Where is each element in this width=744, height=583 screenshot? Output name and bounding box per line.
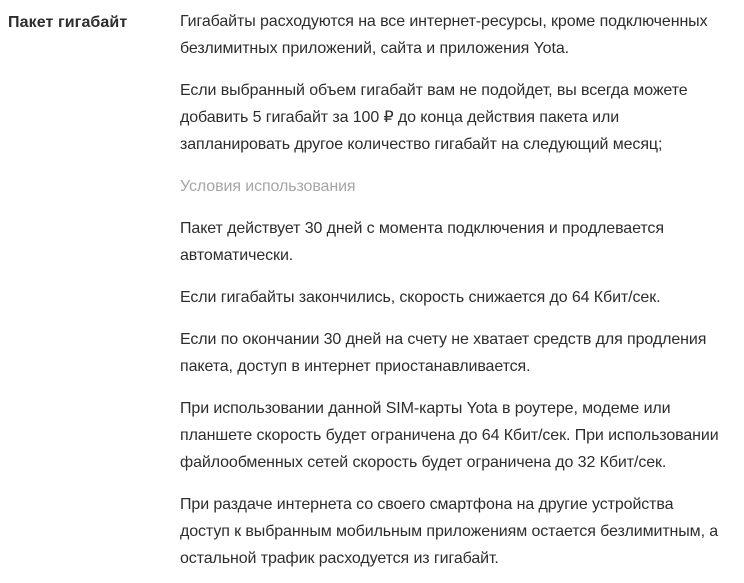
terms-paragraph: Если гигабайты закончились, скорость снижается до 64 Кбит/сек. xyxy=(180,289,661,306)
terms-paragraph: Пакет действует 30 дней с момента подключения и продлевается автоматически. xyxy=(180,220,664,264)
terms-paragraph: При использовании данной SIM-карты Yota в роутере, модеме или планшете скорость будет ограничена до 64 Кбит/сек. При использовании файлообменных сетей скорость будет ограничена до 32 Кбит/сек. xyxy=(180,400,719,471)
terms-subheading: Условия использования xyxy=(180,178,356,195)
section-title: Пакет гигабайт xyxy=(8,14,128,31)
terms-paragraph: Если выбранный объем гигабайт вам не подойдет, вы всегда можете добавить 5 гигабайт за 100 ₽ до конца действия пакета или запланировать другое количество гигабайт на следующий месяц; xyxy=(180,82,688,153)
section-label-column xyxy=(0,5,180,34)
terms-content xyxy=(180,5,725,572)
terms-paragraph: Гигабайты расходуются на все интернет-ресурсы, кроме подключенных безлимитных приложений, сайта и приложения Yota. xyxy=(180,13,708,57)
terms-paragraph: Если по окончании 30 дней на счету не хватает средств для продления пакета, доступ в интернет приостанавливается. xyxy=(180,331,707,375)
terms-paragraph: При раздаче интернета со своего смартфона на другие устройства доступ к выбранным мобильным приложениям остается безлимитным, а остальной трафик расходуется из гигабайт. xyxy=(180,496,719,567)
